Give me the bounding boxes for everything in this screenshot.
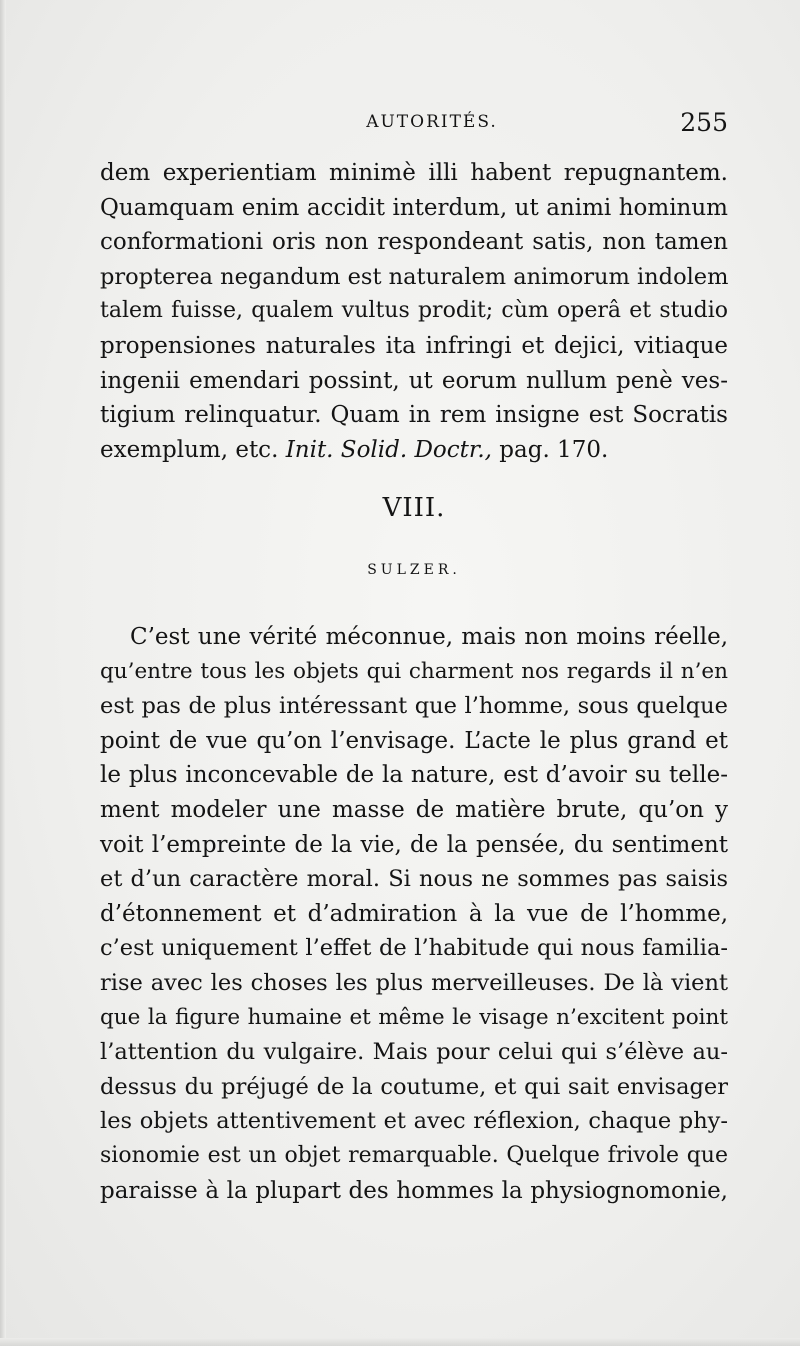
text-line: propterea negandum est naturalem animorum indolem bbox=[100, 263, 729, 290]
section-author: SULZER. bbox=[367, 562, 461, 578]
text-line: ment modeler une masse de matière brute, qu’on y bbox=[100, 796, 728, 823]
text-line: talem fuisse, qualem vultus prodit; cùm operâ et studio bbox=[100, 298, 728, 324]
citation-title: Init. Solid. Doctr., bbox=[285, 436, 492, 463]
text-line: propensiones naturales ita infringi et dejici, vitiaque bbox=[100, 332, 728, 359]
sulzer-paragraph bbox=[100, 620, 728, 1208]
text-line: sionomie est un objet remarquable. Quelque frivole que bbox=[100, 1142, 728, 1168]
page-bottom-shadow bbox=[0, 1338, 800, 1346]
text-line-citation bbox=[100, 433, 728, 468]
latin-paragraph bbox=[100, 156, 728, 467]
page-number: 255 bbox=[680, 108, 728, 137]
text-line: d’étonnement et d’admiration à la vue de l’homme, bbox=[100, 900, 728, 927]
text-line: C’est une vérité méconnue, mais non moins réelle, bbox=[130, 624, 728, 650]
text-line: les objets attentivement et avec réflexion, chaque phy- bbox=[100, 1108, 728, 1135]
section-number: VIII. bbox=[382, 493, 446, 523]
text-line: paraisse à la plupart des hommes la physiognomonie, bbox=[100, 1177, 728, 1204]
page-header bbox=[100, 108, 728, 142]
text-line: l’attention du vulgaire. Mais pour celui qui s’élève au- bbox=[100, 1039, 728, 1066]
text-line: Quamquam enim accidit interdum, ut animi hominum bbox=[100, 194, 728, 221]
text-line: est pas de plus intéressant que l’homme, sous quelque bbox=[100, 693, 728, 720]
text-line: dessus du préjugé de la coutume, et qui sait envisager bbox=[100, 1073, 728, 1100]
text-line: voit l’empreinte de la vie, de la pensée, du sentiment bbox=[100, 831, 728, 858]
text-line: conformationi oris non respondeant satis, non tamen bbox=[100, 229, 728, 256]
running-head: AUTORITÉS. bbox=[366, 112, 498, 132]
text-line: ingenii emendari possint, ut eorum nullum penè ves- bbox=[100, 367, 728, 394]
text-line: et d’un caractère moral. Si nous ne sommes pas saisis bbox=[100, 866, 728, 893]
text-line: rise avec les choses les plus merveilleuses. De là vient bbox=[100, 969, 728, 996]
text-line: point de vue qu’on l’envisage. L’acte le plus grand et bbox=[100, 727, 728, 754]
text-line: c’est uniquement l’effet de l’habitude qui nous familia- bbox=[100, 935, 728, 962]
text-line: qu’entre tous les objets qui charment nos regards il n’en bbox=[100, 658, 728, 684]
text-line: dem experientiam minimè illi habent repugnantem. bbox=[100, 160, 728, 186]
text-line: que la figure humaine et même le visage n’excitent point bbox=[100, 1004, 728, 1030]
text-line: tigium relinquatur. Quam in rem insigne est Socratis bbox=[100, 402, 728, 429]
page-edge-shadow bbox=[0, 0, 6, 1346]
text-line: le plus inconcevable de la nature, est d’avoir su telle- bbox=[100, 762, 728, 789]
citation-page: pag. 170. bbox=[491, 436, 609, 463]
citation-lead: exemplum, etc. bbox=[100, 436, 286, 463]
